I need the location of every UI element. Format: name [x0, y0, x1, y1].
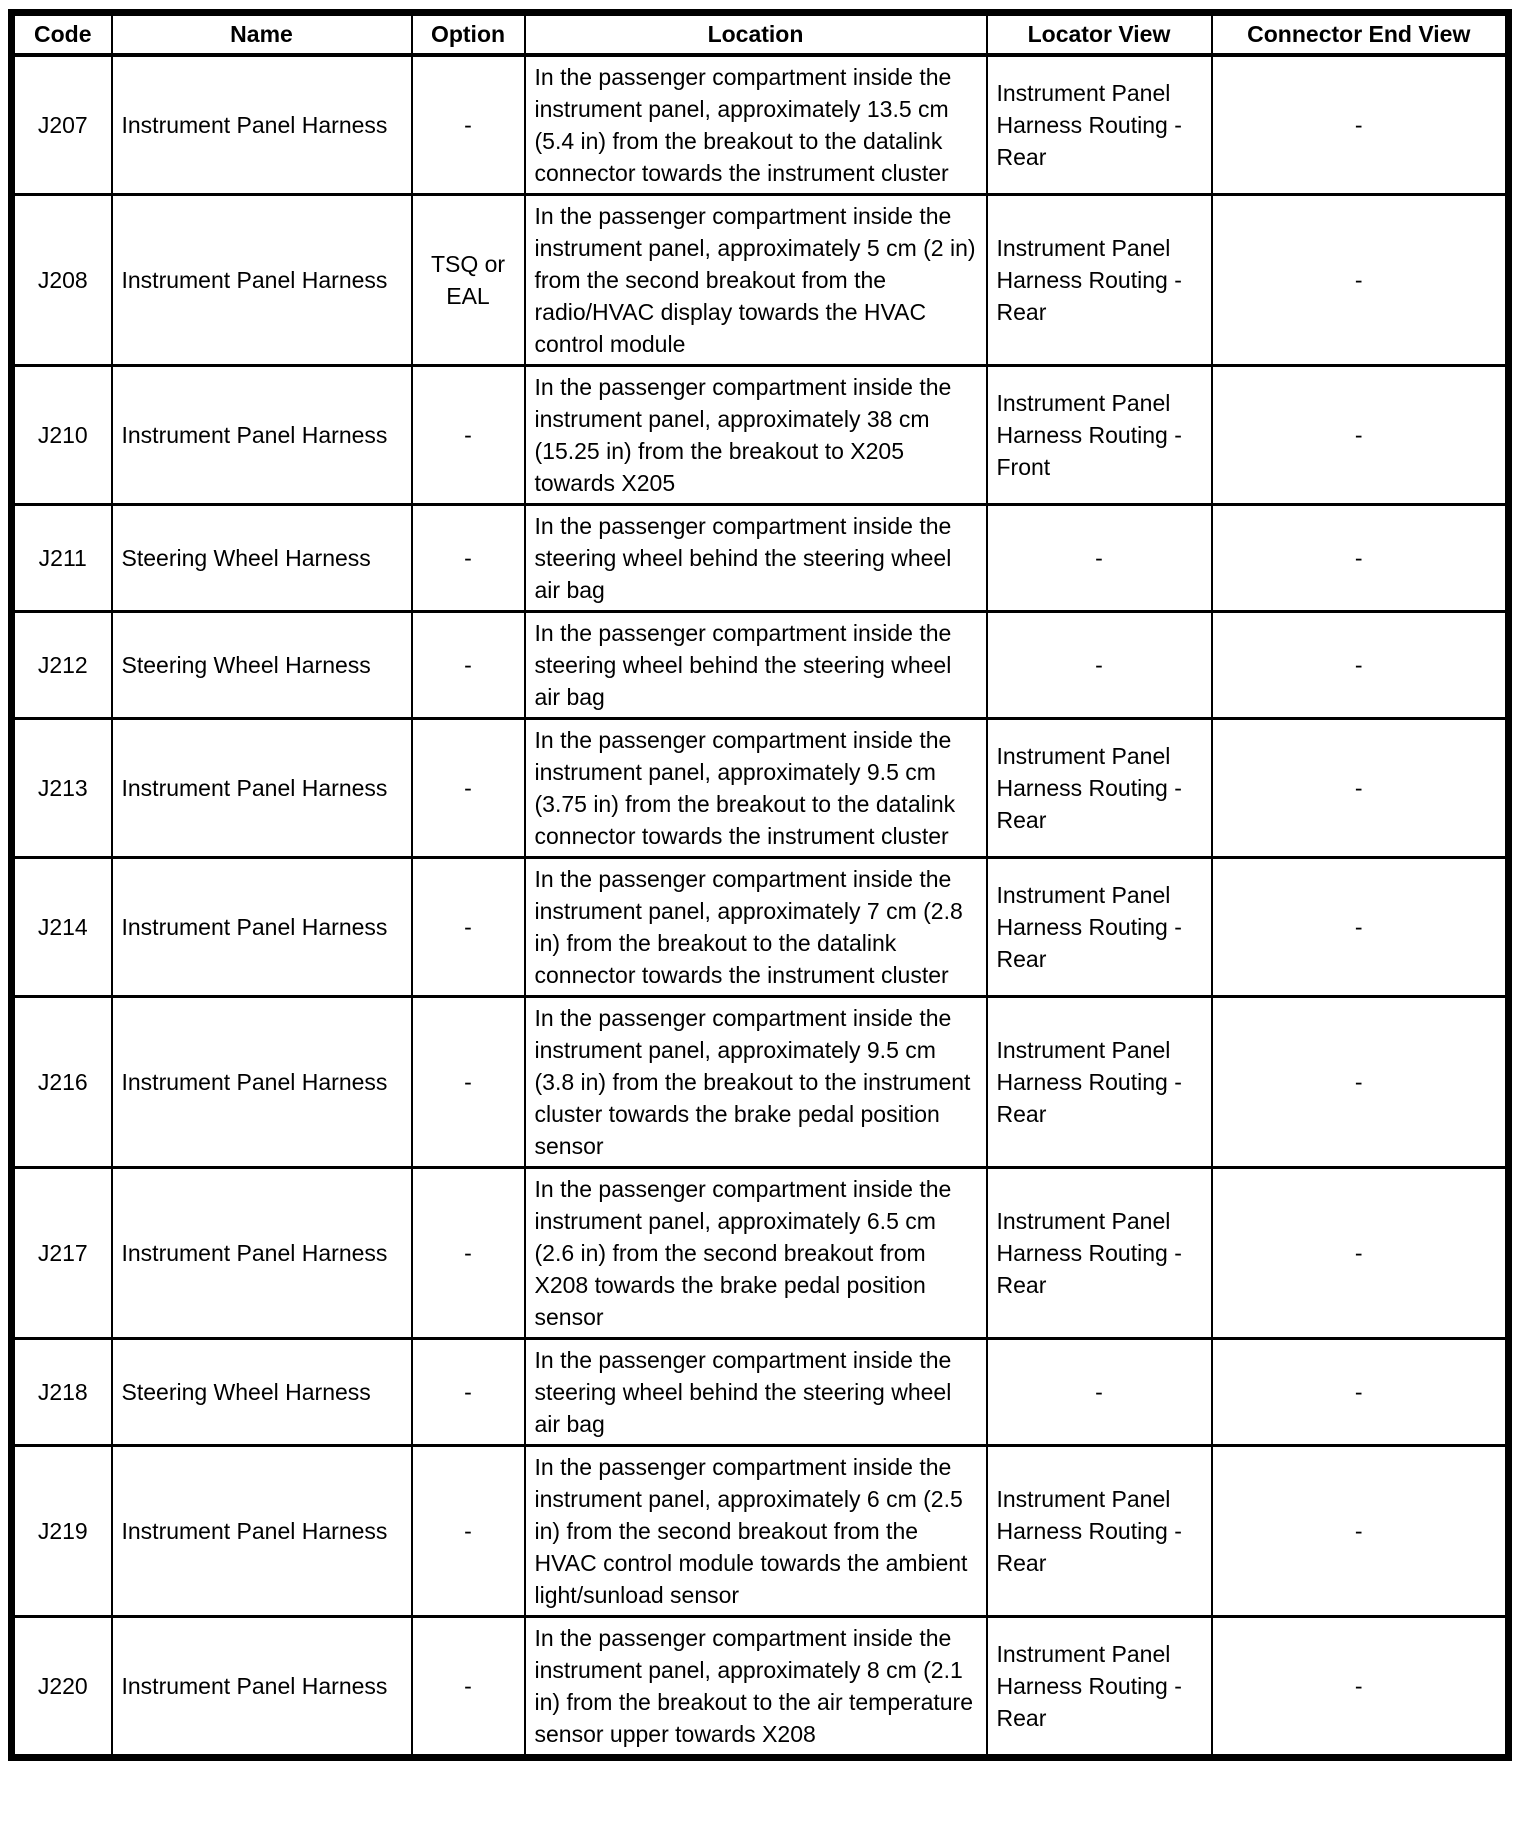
connector-end-view-cell: - [1212, 612, 1509, 719]
locator-view-cell: Instrument Panel Harness Routing - Rear [987, 1617, 1212, 1758]
name-cell: Steering Wheel Harness [112, 505, 412, 612]
code-cell: J216 [12, 997, 112, 1168]
table-row [12, 1617, 1509, 1758]
header-connector-end-view: Connector End View [1212, 13, 1509, 56]
code-cell: J212 [12, 612, 112, 719]
connector-end-view-cell: - [1212, 858, 1509, 997]
name-cell: Instrument Panel Harness [112, 1168, 412, 1339]
locator-view-cell: Instrument Panel Harness Routing - Rear [987, 1168, 1212, 1339]
connector-end-view-cell: - [1212, 1339, 1509, 1446]
name-cell: Instrument Panel Harness [112, 997, 412, 1168]
table-row [12, 366, 1509, 505]
table-row [12, 997, 1509, 1168]
option-cell: - [412, 858, 525, 997]
option-cell: - [412, 55, 525, 195]
name-cell: Steering Wheel Harness [112, 612, 412, 719]
name-cell: Instrument Panel Harness [112, 1617, 412, 1758]
option-cell: - [412, 366, 525, 505]
connector-locations-table [8, 9, 1512, 1761]
table-header [12, 13, 1509, 56]
table-row [12, 719, 1509, 858]
locator-view-cell: Instrument Panel Harness Routing - Rear [987, 195, 1212, 366]
connector-end-view-cell: - [1212, 195, 1509, 366]
code-cell: J207 [12, 55, 112, 195]
code-cell: J211 [12, 505, 112, 612]
code-cell: J218 [12, 1339, 112, 1446]
option-cell: - [412, 719, 525, 858]
locator-view-cell: Instrument Panel Harness Routing - Rear [987, 55, 1212, 195]
table-body [12, 55, 1509, 1758]
table-row [12, 195, 1509, 366]
name-cell: Instrument Panel Harness [112, 195, 412, 366]
location-cell: In the passenger compartment inside the steering wheel behind the steering wheel air bag [525, 1339, 987, 1446]
location-cell: In the passenger compartment inside the steering wheel behind the steering wheel air bag [525, 612, 987, 719]
code-cell: J220 [12, 1617, 112, 1758]
code-cell: J217 [12, 1168, 112, 1339]
name-cell: Instrument Panel Harness [112, 1446, 412, 1617]
location-cell: In the passenger compartment inside the instrument panel, approximately 9.5 cm (3.8 in) from the breakout to the instrument cluster towards the brake pedal position sensor [525, 997, 987, 1168]
connector-end-view-cell: - [1212, 1446, 1509, 1617]
locator-view-cell: Instrument Panel Harness Routing - Rear [987, 1446, 1212, 1617]
connector-end-view-cell: - [1212, 1617, 1509, 1758]
locator-view-cell: Instrument Panel Harness Routing - Rear [987, 719, 1212, 858]
header-option: Option [412, 13, 525, 56]
header-location: Location [525, 13, 987, 56]
table-row [12, 1446, 1509, 1617]
location-cell: In the passenger compartment inside the instrument panel, approximately 6.5 cm (2.6 in) from the second breakout from X208 towards the brake pedal position sensor [525, 1168, 987, 1339]
location-cell: In the passenger compartment inside the instrument panel, approximately 8 cm (2.1 in) from the breakout to the air temperature sensor upper towards X208 [525, 1617, 987, 1758]
connector-end-view-cell: - [1212, 997, 1509, 1168]
option-cell: - [412, 1446, 525, 1617]
table-row [12, 858, 1509, 997]
code-cell: J219 [12, 1446, 112, 1617]
code-cell: J214 [12, 858, 112, 997]
connector-end-view-cell: - [1212, 366, 1509, 505]
name-cell: Instrument Panel Harness [112, 55, 412, 195]
location-cell: In the passenger compartment inside the instrument panel, approximately 6 cm (2.5 in) from the second breakout from the HVAC control module towards the ambient light/sunload sensor [525, 1446, 987, 1617]
option-cell: - [412, 1617, 525, 1758]
location-cell: In the passenger compartment inside the instrument panel, approximately 7 cm (2.8 in) from the breakout to the datalink connector towards the instrument cluster [525, 858, 987, 997]
option-cell: TSQ or EAL [412, 195, 525, 366]
location-cell: In the passenger compartment inside the instrument panel, approximately 9.5 cm (3.75 in) from the breakout to the datalink connector towards the instrument cluster [525, 719, 987, 858]
location-cell: In the passenger compartment inside the instrument panel, approximately 38 cm (15.25 in) from the breakout to X205 towards X205 [525, 366, 987, 505]
option-cell: - [412, 1168, 525, 1339]
option-cell: - [412, 1339, 525, 1446]
location-cell: In the passenger compartment inside the steering wheel behind the steering wheel air bag [525, 505, 987, 612]
locator-view-cell: - [987, 1339, 1212, 1446]
locator-view-cell: - [987, 505, 1212, 612]
location-cell: In the passenger compartment inside the instrument panel, approximately 13.5 cm (5.4 in) from the breakout to the datalink connector towards the instrument cluster [525, 55, 987, 195]
connector-end-view-cell: - [1212, 505, 1509, 612]
header-code: Code [12, 13, 112, 56]
code-cell: J213 [12, 719, 112, 858]
header-name: Name [112, 13, 412, 56]
locator-view-cell: Instrument Panel Harness Routing - Rear [987, 858, 1212, 997]
connector-end-view-cell: - [1212, 55, 1509, 195]
option-cell: - [412, 997, 525, 1168]
option-cell: - [412, 505, 525, 612]
code-cell: J210 [12, 366, 112, 505]
table-row [12, 1168, 1509, 1339]
locator-view-cell: Instrument Panel Harness Routing - Front [987, 366, 1212, 505]
locator-view-cell: - [987, 612, 1212, 719]
connector-end-view-cell: - [1212, 1168, 1509, 1339]
name-cell: Instrument Panel Harness [112, 366, 412, 505]
name-cell: Steering Wheel Harness [112, 1339, 412, 1446]
name-cell: Instrument Panel Harness [112, 719, 412, 858]
header-row [12, 13, 1509, 56]
table-row [12, 612, 1509, 719]
code-cell: J208 [12, 195, 112, 366]
table-row [12, 505, 1509, 612]
table-row [12, 55, 1509, 195]
table-row [12, 1339, 1509, 1446]
header-locator-view: Locator View [987, 13, 1212, 56]
locator-view-cell: Instrument Panel Harness Routing - Rear [987, 997, 1212, 1168]
connector-end-view-cell: - [1212, 719, 1509, 858]
option-cell: - [412, 612, 525, 719]
location-cell: In the passenger compartment inside the instrument panel, approximately 5 cm (2 in) from the second breakout from the radio/HVAC display towards the HVAC control module [525, 195, 987, 366]
name-cell: Instrument Panel Harness [112, 858, 412, 997]
